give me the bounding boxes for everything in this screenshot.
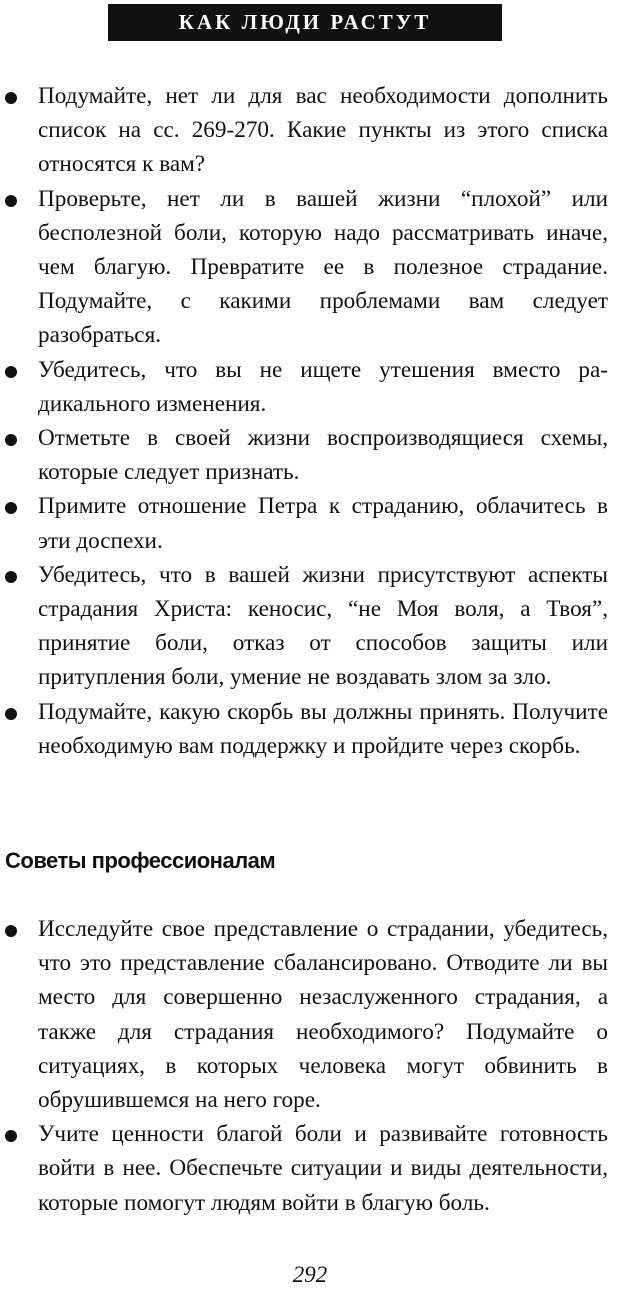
bullet-icon (5, 925, 17, 937)
bullet-icon (5, 708, 17, 720)
list-item (0, 1117, 620, 1220)
list-item (0, 912, 620, 1117)
list-item (0, 421, 620, 489)
list-item-text: Проверьте, нет ли в вашей жизни “плохой” или бесполезной боли, которую надо рассматривать иначе, чем благую. Превратите ее в полезное страдание. Подумайте, с какими проблемами вам следует разобраться. (38, 185, 608, 349)
list-item (0, 558, 620, 695)
list-item (0, 79, 620, 182)
checklist-self (0, 79, 620, 763)
bullet-icon (5, 1130, 17, 1142)
section-heading: Советы профессионалам (5, 848, 276, 873)
page-number: 292 (292, 1262, 328, 1287)
list-item-text: Исследуйте свое представление о страдании, убедитесь, что это представление сбалансировано. Отводите ли вы место для совершенно незаслуженного страдания, а также для страдания необходимого? Подумайте о ситуациях, в которых человека могут обвинить в обрушившемся на него горе. (38, 916, 608, 1114)
checklist-professionals (0, 912, 620, 1220)
list-item (0, 489, 620, 557)
list-item-text: Подумайте, нет ли для вас необходимости дополнить список на сс. 269-270. Какие пункты из этого списка относятся к вам? (38, 83, 608, 178)
list-item-text: Подумайте, какую скорбь вы должны принять. Получите необходимую вам поддержку и пройдите через скорбь. (38, 698, 608, 759)
running-header (108, 4, 502, 41)
list-item (0, 695, 620, 763)
list-item-text: Убедитесь, что в вашей жизни присутствуют аспекты страдания Христа: кеносис, “не Моя воля, а Твоя”, принятие боли, отказ от способов защиты или притупления боли, умение не воздавать злом за зло. (38, 561, 608, 691)
bullet-icon (5, 366, 17, 378)
list-item (0, 353, 620, 421)
list-item-text: Отметьте в своей жизни воспроизводящиеся схемы, которые следует признать. (38, 425, 608, 486)
list-item-text: Примите отношение Петра к страданию, облачитесь в эти доспехи. (38, 493, 608, 554)
list-item-text: Убедитесь, что вы не ищете утешения вместо радикального изменения. (38, 356, 608, 417)
running-header-title: КАК ЛЮДИ РАСТУТ (178, 10, 432, 34)
bullet-icon (5, 195, 17, 207)
bullet-icon (5, 502, 17, 514)
list-item (0, 182, 620, 353)
bullet-icon (5, 571, 17, 583)
bullet-icon (5, 92, 17, 104)
list-item-text: Учите ценности благой боли и развивайте готовность войти в нее. Обеспечьте ситуации и виды деятельности, которые помогут людям войти в благую боль. (38, 1121, 608, 1216)
bullet-icon (5, 434, 17, 446)
